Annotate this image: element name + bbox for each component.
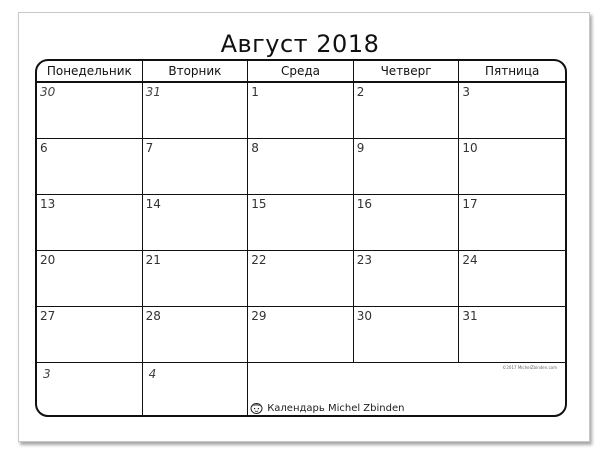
calendar-grid <box>37 83 565 415</box>
day-number: 30 <box>356 309 373 323</box>
day-number: 23 <box>356 253 373 267</box>
day-cell[interactable] <box>459 195 565 250</box>
weekday-wednesday: Среда <box>248 61 354 81</box>
calendar-title: Август 2018 <box>220 30 380 58</box>
day-number: 8 <box>251 141 259 155</box>
day-number: 7 <box>145 141 154 155</box>
day-number: 3 <box>43 367 51 381</box>
day-cell[interactable] <box>37 139 143 194</box>
day-cell[interactable] <box>143 251 249 306</box>
brand-label: Календарь Michel Zbinden <box>267 402 405 414</box>
day-number: 21 <box>145 253 161 267</box>
week-row-3 <box>37 195 565 251</box>
day-cell[interactable] <box>459 307 565 362</box>
day-number: 17 <box>462 197 478 211</box>
weekday-monday: Понедельник <box>37 61 143 81</box>
week-row-5 <box>37 307 565 363</box>
weekday-tuesday: Вторник <box>143 61 249 81</box>
day-number: 3 <box>462 85 471 99</box>
week-row-2 <box>37 139 565 195</box>
day-cell[interactable] <box>459 139 565 194</box>
day-number: 4 <box>148 367 157 381</box>
day-number: 27 <box>40 309 56 323</box>
day-number: 28 <box>145 309 161 323</box>
day-number: 1 <box>251 85 259 99</box>
day-cell[interactable] <box>248 139 354 194</box>
day-cell[interactable] <box>248 195 354 250</box>
day-cell[interactable] <box>354 251 460 306</box>
weekday-friday: Пятница <box>484 64 540 78</box>
day-number: 20 <box>40 253 56 267</box>
week-row-6 <box>37 363 565 417</box>
day-number: 22 <box>251 253 267 267</box>
day-number: 10 <box>462 141 478 155</box>
day-cell[interactable] <box>37 83 143 138</box>
day-number: 6 <box>40 141 48 155</box>
day-cell[interactable] <box>354 195 460 250</box>
weekday-header-row <box>37 61 565 83</box>
day-cell[interactable] <box>354 83 460 138</box>
day-cell[interactable] <box>248 251 354 306</box>
day-cell[interactable] <box>37 195 143 250</box>
day-cell[interactable] <box>37 307 143 362</box>
day-cell[interactable] <box>143 307 249 362</box>
day-cell[interactable] <box>459 251 565 306</box>
day-number: 13 <box>40 197 56 211</box>
day-number: 2 <box>356 85 365 99</box>
day-cell[interactable] <box>37 251 143 306</box>
day-cell[interactable] <box>143 363 249 417</box>
day-cell[interactable] <box>248 307 354 362</box>
day-number: 29 <box>251 309 267 323</box>
day-cell[interactable] <box>143 195 249 250</box>
week-row-4 <box>37 251 565 307</box>
day-number: 15 <box>251 197 267 211</box>
copyright-text: ©2017 MichelZbinden.com <box>502 365 557 370</box>
footer-area <box>248 363 565 417</box>
day-cell[interactable] <box>143 139 249 194</box>
day-number: 31 <box>462 309 478 323</box>
day-number: 24 <box>462 253 478 267</box>
brand-credit[interactable] <box>250 402 404 414</box>
day-number: 16 <box>356 197 373 211</box>
calendar-grid-frame <box>35 59 567 417</box>
day-cell[interactable] <box>354 307 460 362</box>
day-number: 30 <box>40 85 56 99</box>
weekday-thursday: Четверг <box>354 61 460 81</box>
day-number: 31 <box>145 85 161 99</box>
week-row-1 <box>37 83 565 139</box>
day-cell[interactable] <box>354 139 460 194</box>
day-number: 9 <box>356 141 365 155</box>
day-cell[interactable] <box>248 83 354 138</box>
day-cell[interactable] <box>459 83 565 138</box>
face-icon <box>250 402 263 414</box>
day-number: 14 <box>145 197 161 211</box>
day-cell[interactable] <box>37 363 143 417</box>
day-cell[interactable] <box>143 83 249 138</box>
